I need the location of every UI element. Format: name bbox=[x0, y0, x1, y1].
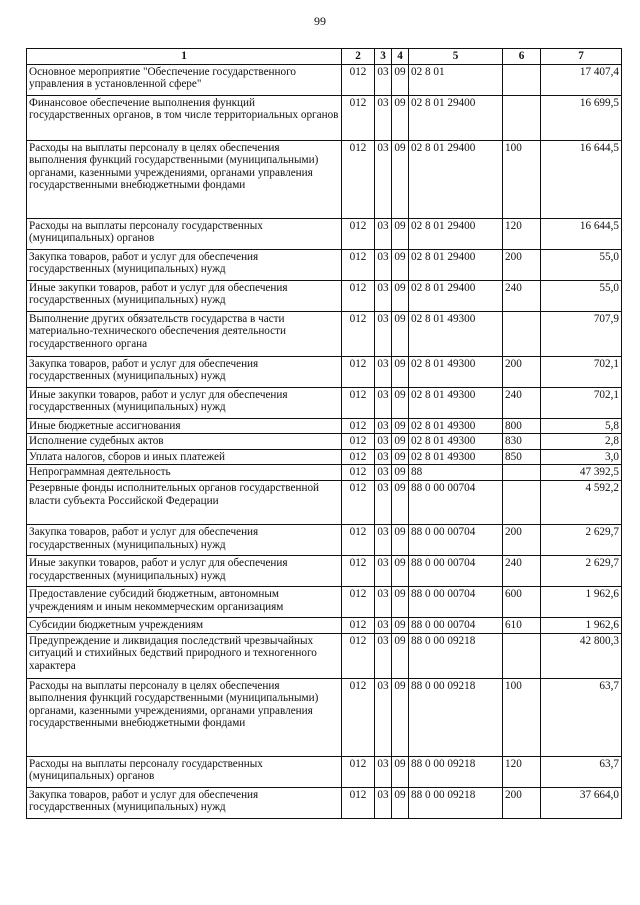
row-csr-cell: 02 8 01 29400 bbox=[409, 280, 503, 311]
page-number: 99 bbox=[314, 14, 326, 28]
row-name-cell: Предоставление субсидий бюджетным, автономным учреждениям и иным некоммерческим организациям bbox=[27, 586, 342, 617]
row-vr-cell: 800 bbox=[503, 418, 541, 434]
row-csr-cell: 02 8 01 49300 bbox=[409, 311, 503, 356]
row-pr-cell: 09 bbox=[392, 356, 409, 387]
row-amount-cell: 707,9 bbox=[541, 311, 622, 356]
row-csr-cell: 02 8 01 29400 bbox=[409, 218, 503, 249]
row-vr-cell: 200 bbox=[503, 524, 541, 555]
row-grbs-cell: 012 bbox=[342, 218, 375, 249]
row-amount-cell: 17 407,4 bbox=[541, 64, 622, 95]
row-csr-cell: 02 8 01 29400 bbox=[409, 140, 503, 218]
row-grbs-cell: 012 bbox=[342, 756, 375, 787]
row-name-cell: Исполнение судебных актов bbox=[27, 434, 342, 450]
row-pr-cell: 09 bbox=[392, 434, 409, 450]
row-rz-cell: 03 bbox=[375, 555, 392, 586]
row-pr-cell: 09 bbox=[392, 418, 409, 434]
row-vr-cell: 200 bbox=[503, 356, 541, 387]
row-amount-cell: 16 644,5 bbox=[541, 140, 622, 218]
row-pr-cell: 09 bbox=[392, 140, 409, 218]
row-amount-cell: 47 392,5 bbox=[541, 465, 622, 481]
row-pr-cell: 09 bbox=[392, 586, 409, 617]
row-csr-cell: 02 8 01 bbox=[409, 64, 503, 95]
row-pr-cell: 09 bbox=[392, 280, 409, 311]
row-rz-cell: 03 bbox=[375, 387, 392, 418]
row-grbs-cell: 012 bbox=[342, 586, 375, 617]
row-pr-cell: 09 bbox=[392, 756, 409, 787]
row-csr-cell: 88 0 00 09218 bbox=[409, 678, 503, 756]
header-cell-csr: 5 bbox=[409, 49, 503, 65]
row-rz-cell: 03 bbox=[375, 280, 392, 311]
table-row bbox=[27, 95, 622, 140]
row-rz-cell: 03 bbox=[375, 418, 392, 434]
row-vr-cell: 120 bbox=[503, 218, 541, 249]
table-row bbox=[27, 218, 622, 249]
header-cell-vr: 6 bbox=[503, 49, 541, 65]
header-cell-pr: 4 bbox=[392, 49, 409, 65]
row-grbs-cell: 012 bbox=[342, 418, 375, 434]
row-amount-cell: 1 962,6 bbox=[541, 586, 622, 617]
table-row bbox=[27, 678, 622, 756]
row-pr-cell: 09 bbox=[392, 480, 409, 524]
row-amount-cell: 63,7 bbox=[541, 756, 622, 787]
row-rz-cell: 03 bbox=[375, 633, 392, 678]
table-row bbox=[27, 633, 622, 678]
table-row bbox=[27, 617, 622, 633]
table-row bbox=[27, 449, 622, 465]
row-csr-cell: 02 8 01 49300 bbox=[409, 387, 503, 418]
row-grbs-cell: 012 bbox=[342, 678, 375, 756]
row-grbs-cell: 012 bbox=[342, 356, 375, 387]
row-grbs-cell: 012 bbox=[342, 434, 375, 450]
table-row bbox=[27, 555, 622, 586]
row-rz-cell: 03 bbox=[375, 586, 392, 617]
row-csr-cell: 88 0 00 00704 bbox=[409, 617, 503, 633]
header-row bbox=[27, 49, 622, 65]
row-name-cell: Иные бюджетные ассигнования bbox=[27, 418, 342, 434]
header-cell-name: 1 bbox=[27, 49, 342, 65]
row-grbs-cell: 012 bbox=[342, 449, 375, 465]
row-amount-cell: 16 699,5 bbox=[541, 95, 622, 140]
header-cell-amount: 7 bbox=[541, 49, 622, 65]
row-vr-cell: 240 bbox=[503, 555, 541, 586]
row-vr-cell: 600 bbox=[503, 586, 541, 617]
row-grbs-cell: 012 bbox=[342, 555, 375, 586]
row-grbs-cell: 012 bbox=[342, 95, 375, 140]
row-pr-cell: 09 bbox=[392, 633, 409, 678]
row-rz-cell: 03 bbox=[375, 449, 392, 465]
row-amount-cell: 42 800,3 bbox=[541, 633, 622, 678]
table-row bbox=[27, 356, 622, 387]
table-row bbox=[27, 434, 622, 450]
row-csr-cell: 02 8 01 49300 bbox=[409, 449, 503, 465]
row-amount-cell: 1 962,6 bbox=[541, 617, 622, 633]
row-vr-cell: 240 bbox=[503, 387, 541, 418]
row-grbs-cell: 012 bbox=[342, 387, 375, 418]
row-csr-cell: 02 8 01 49300 bbox=[409, 434, 503, 450]
row-name-cell: Закупка товаров, работ и услуг для обеспечения государственных (муниципальных) нужд bbox=[27, 787, 342, 818]
table-row bbox=[27, 140, 622, 218]
row-vr-cell: 240 bbox=[503, 280, 541, 311]
row-pr-cell: 09 bbox=[392, 787, 409, 818]
row-csr-cell: 88 0 00 00704 bbox=[409, 524, 503, 555]
row-name-cell: Закупка товаров, работ и услуг для обеспечения государственных (муниципальных) нужд bbox=[27, 524, 342, 555]
row-vr-cell: 100 bbox=[503, 678, 541, 756]
row-name-cell: Резервные фонды исполнительных органов государственной власти субъекта Российской Федерации bbox=[27, 480, 342, 524]
row-amount-cell: 702,1 bbox=[541, 387, 622, 418]
row-amount-cell: 63,7 bbox=[541, 678, 622, 756]
row-pr-cell: 09 bbox=[392, 465, 409, 481]
row-vr-cell: 830 bbox=[503, 434, 541, 450]
row-pr-cell: 09 bbox=[392, 555, 409, 586]
table-row bbox=[27, 249, 622, 280]
row-name-cell: Расходы на выплаты персоналу государственных (муниципальных) органов bbox=[27, 756, 342, 787]
row-pr-cell: 09 bbox=[392, 387, 409, 418]
row-amount-cell: 4 592,2 bbox=[541, 480, 622, 524]
row-name-cell: Закупка товаров, работ и услуг для обеспечения государственных (муниципальных) нужд bbox=[27, 356, 342, 387]
row-rz-cell: 03 bbox=[375, 678, 392, 756]
row-name-cell: Расходы на выплаты персоналу в целях обеспечения выполнения функций государственными (муниципальными) органами, казенными учреждениями, органами управления государственными внебюджетными фондами bbox=[27, 140, 342, 218]
row-vr-cell: 610 bbox=[503, 617, 541, 633]
row-vr-cell: 200 bbox=[503, 787, 541, 818]
row-vr-cell: 120 bbox=[503, 756, 541, 787]
row-pr-cell: 09 bbox=[392, 449, 409, 465]
row-amount-cell: 55,0 bbox=[541, 280, 622, 311]
row-amount-cell: 3,0 bbox=[541, 449, 622, 465]
row-amount-cell: 16 644,5 bbox=[541, 218, 622, 249]
row-csr-cell: 02 8 01 29400 bbox=[409, 95, 503, 140]
table-row bbox=[27, 311, 622, 356]
header-cell-grbs: 2 bbox=[342, 49, 375, 65]
row-rz-cell: 03 bbox=[375, 218, 392, 249]
row-grbs-cell: 012 bbox=[342, 140, 375, 218]
row-rz-cell: 03 bbox=[375, 617, 392, 633]
row-grbs-cell: 012 bbox=[342, 480, 375, 524]
row-rz-cell: 03 bbox=[375, 249, 392, 280]
row-vr-cell bbox=[503, 64, 541, 95]
row-csr-cell: 02 8 01 29400 bbox=[409, 249, 503, 280]
row-rz-cell: 03 bbox=[375, 95, 392, 140]
table-row bbox=[27, 480, 622, 524]
row-csr-cell: 88 bbox=[409, 465, 503, 481]
row-amount-cell: 55,0 bbox=[541, 249, 622, 280]
row-vr-cell bbox=[503, 95, 541, 140]
table-row bbox=[27, 756, 622, 787]
row-rz-cell: 03 bbox=[375, 465, 392, 481]
row-pr-cell: 09 bbox=[392, 95, 409, 140]
row-rz-cell: 03 bbox=[375, 311, 392, 356]
row-name-cell: Финансовое обеспечение выполнения функций государственных органов, в том числе территориальных органов bbox=[27, 95, 342, 140]
row-grbs-cell: 012 bbox=[342, 465, 375, 481]
row-csr-cell: 88 0 00 00704 bbox=[409, 480, 503, 524]
row-grbs-cell: 012 bbox=[342, 617, 375, 633]
row-pr-cell: 09 bbox=[392, 249, 409, 280]
row-rz-cell: 03 bbox=[375, 64, 392, 95]
row-csr-cell: 88 0 00 00704 bbox=[409, 555, 503, 586]
table-row bbox=[27, 465, 622, 481]
row-name-cell: Закупка товаров, работ и услуг для обеспечения государственных (муниципальных) нужд bbox=[27, 249, 342, 280]
row-pr-cell: 09 bbox=[392, 218, 409, 249]
row-rz-cell: 03 bbox=[375, 356, 392, 387]
row-rz-cell: 03 bbox=[375, 524, 392, 555]
row-csr-cell: 02 8 01 49300 bbox=[409, 418, 503, 434]
row-amount-cell: 702,1 bbox=[541, 356, 622, 387]
row-grbs-cell: 012 bbox=[342, 311, 375, 356]
row-name-cell: Расходы на выплаты персоналу государственных (муниципальных) органов bbox=[27, 218, 342, 249]
row-vr-cell bbox=[503, 465, 541, 481]
row-name-cell: Иные закупки товаров, работ и услуг для обеспечения государственных (муниципальных) нужд bbox=[27, 280, 342, 311]
row-vr-cell: 850 bbox=[503, 449, 541, 465]
row-rz-cell: 03 bbox=[375, 756, 392, 787]
row-grbs-cell: 012 bbox=[342, 249, 375, 280]
budget-table bbox=[26, 48, 622, 819]
table-row bbox=[27, 524, 622, 555]
row-grbs-cell: 012 bbox=[342, 633, 375, 678]
row-grbs-cell: 012 bbox=[342, 524, 375, 555]
row-name-cell: Непрограммная деятельность bbox=[27, 465, 342, 481]
row-csr-cell: 88 0 00 00704 bbox=[409, 586, 503, 617]
row-pr-cell: 09 bbox=[392, 311, 409, 356]
header-cell-rz: 3 bbox=[375, 49, 392, 65]
row-rz-cell: 03 bbox=[375, 434, 392, 450]
row-name-cell: Выполнение других обязательств государства в части материально-технического обеспечения деятельности государственного органа bbox=[27, 311, 342, 356]
row-vr-cell bbox=[503, 480, 541, 524]
row-vr-cell bbox=[503, 311, 541, 356]
row-vr-cell bbox=[503, 633, 541, 678]
row-amount-cell: 2 629,7 bbox=[541, 524, 622, 555]
row-name-cell: Основное мероприятие "Обеспечение государственного управления в установленной сфере" bbox=[27, 64, 342, 95]
row-name-cell: Уплата налогов, сборов и иных платежей bbox=[27, 449, 342, 465]
row-amount-cell: 2 629,7 bbox=[541, 555, 622, 586]
row-amount-cell: 5,8 bbox=[541, 418, 622, 434]
row-rz-cell: 03 bbox=[375, 140, 392, 218]
row-pr-cell: 09 bbox=[392, 617, 409, 633]
row-name-cell: Субсидии бюджетным учреждениям bbox=[27, 617, 342, 633]
row-pr-cell: 09 bbox=[392, 678, 409, 756]
table-row bbox=[27, 64, 622, 95]
row-csr-cell: 02 8 01 49300 bbox=[409, 356, 503, 387]
table-row bbox=[27, 387, 622, 418]
row-vr-cell: 200 bbox=[503, 249, 541, 280]
row-name-cell: Предупреждение и ликвидация последствий чрезвычайных ситуаций и стихийных бедствий природного и техногенного характера bbox=[27, 633, 342, 678]
row-csr-cell: 88 0 00 09218 bbox=[409, 633, 503, 678]
row-pr-cell: 09 bbox=[392, 524, 409, 555]
row-rz-cell: 03 bbox=[375, 787, 392, 818]
table-row bbox=[27, 787, 622, 818]
row-amount-cell: 2,8 bbox=[541, 434, 622, 450]
row-grbs-cell: 012 bbox=[342, 280, 375, 311]
row-csr-cell: 88 0 00 09218 bbox=[409, 756, 503, 787]
row-name-cell: Иные закупки товаров, работ и услуг для обеспечения государственных (муниципальных) нужд bbox=[27, 555, 342, 586]
row-rz-cell: 03 bbox=[375, 480, 392, 524]
row-name-cell: Расходы на выплаты персоналу в целях обеспечения выполнения функций государственными (муниципальными) органами, казенными учреждениями, органами управления государственными внебюджетными фондами bbox=[27, 678, 342, 756]
row-vr-cell: 100 bbox=[503, 140, 541, 218]
row-amount-cell: 37 664,0 bbox=[541, 787, 622, 818]
row-pr-cell: 09 bbox=[392, 64, 409, 95]
table-row bbox=[27, 586, 622, 617]
row-csr-cell: 88 0 00 09218 bbox=[409, 787, 503, 818]
table-row bbox=[27, 280, 622, 311]
row-grbs-cell: 012 bbox=[342, 787, 375, 818]
row-name-cell: Иные закупки товаров, работ и услуг для обеспечения государственных (муниципальных) нужд bbox=[27, 387, 342, 418]
table-row bbox=[27, 418, 622, 434]
row-grbs-cell: 012 bbox=[342, 64, 375, 95]
